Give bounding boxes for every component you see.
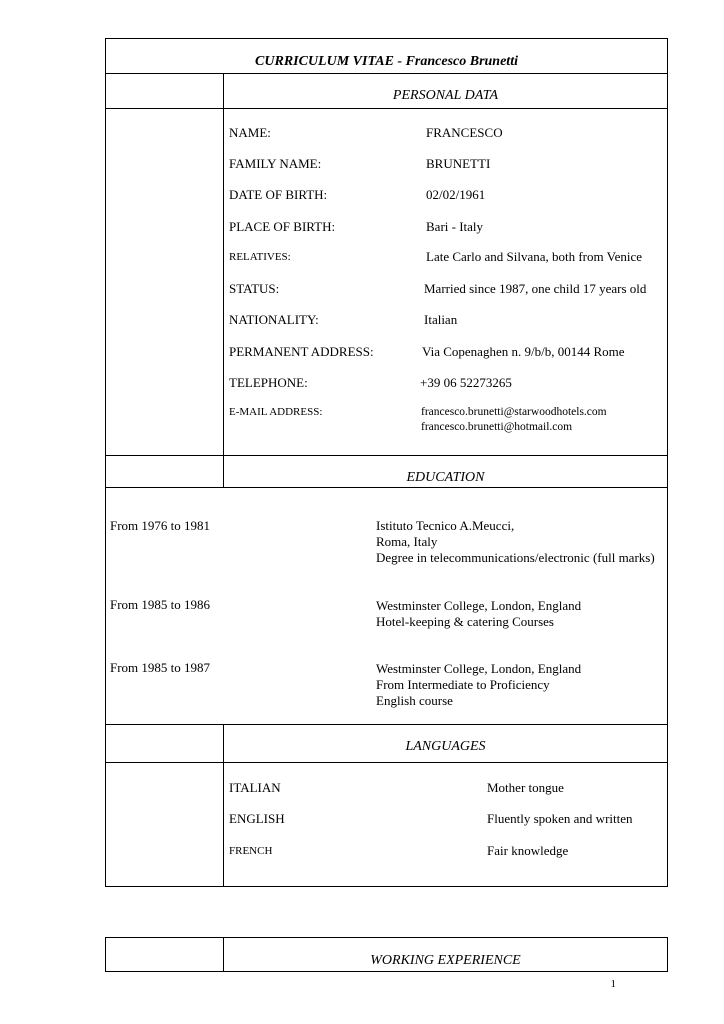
language-name: ITALIAN (229, 780, 281, 795)
label-nationality: NATIONALITY: (229, 312, 319, 327)
page-number: 1 (610, 978, 616, 990)
section-heading-working: WORKING EXPERIENCE (370, 953, 521, 968)
education-line: Istituto Tecnico A.Meucci, (376, 518, 515, 533)
education-line: Roma, Italy (376, 534, 438, 549)
value-status: Married since 1987, one child 17 years old (424, 281, 647, 296)
label-status: STATUS: (229, 281, 280, 296)
language-level: Mother tongue (487, 780, 564, 795)
education-line: From Intermediate to Proficiency (376, 677, 550, 692)
language-level: Fluently spoken and written (487, 811, 633, 826)
label-telephone: TELEPHONE: (229, 375, 308, 390)
label-place-of-birth: PLACE OF BIRTH: (229, 219, 336, 234)
value-permanent-address: Via Copenaghen n. 9/b/b, 00144 Rome (422, 344, 625, 359)
language-level: Fair knowledge (487, 843, 569, 858)
education-entry (376, 518, 655, 566)
education-period: From 1985 to 1987 (110, 660, 211, 675)
page-title: CURRICULUM VITAE - Francesco Brunetti (255, 54, 518, 69)
language-name: ENGLISH (229, 811, 285, 826)
value-family-name: BRUNETTI (426, 156, 491, 171)
label-email: E-MAIL ADDRESS: (229, 406, 323, 418)
section-heading-languages: LANGUAGES (405, 739, 486, 754)
value-telephone: +39 06 52273265 (420, 375, 512, 390)
label-permanent-address: PERMANENT ADDRESS: (229, 344, 374, 359)
education-line: Degree in telecommunications/electronic (full marks) (376, 550, 655, 565)
education-entry (376, 598, 581, 630)
value-name: FRANCESCO (426, 125, 503, 140)
value-email-1[interactable]: francesco.brunetti@starwoodhotels.com (421, 406, 607, 418)
education-period: From 1976 to 1981 (110, 518, 211, 533)
education-period: From 1985 to 1986 (110, 597, 211, 612)
language-name: FRENCH (229, 845, 273, 857)
value-relatives: Late Carlo and Silvana, both from Venice (426, 249, 643, 264)
value-email-2[interactable]: francesco.brunetti@hotmail.com (421, 421, 573, 433)
education-line: Hotel-keeping & catering Courses (376, 614, 554, 629)
label-relatives: RELATIVES: (229, 251, 291, 263)
education-line: English course (376, 693, 453, 708)
section-heading-personal: PERSONAL DATA (392, 88, 499, 103)
value-date-of-birth: 02/02/1961 (426, 187, 486, 202)
label-family-name: FAMILY NAME: (229, 156, 322, 171)
value-nationality: Italian (424, 312, 458, 327)
section-heading-education: EDUCATION (406, 470, 485, 485)
education-line: Westminster College, London, England (376, 598, 582, 613)
value-place-of-birth: Bari - Italy (426, 219, 484, 234)
label-name: NAME: (229, 125, 271, 140)
education-line: Westminster College, London, England (376, 661, 582, 676)
label-date-of-birth: DATE OF BIRTH: (229, 187, 328, 202)
education-entry (376, 661, 581, 709)
